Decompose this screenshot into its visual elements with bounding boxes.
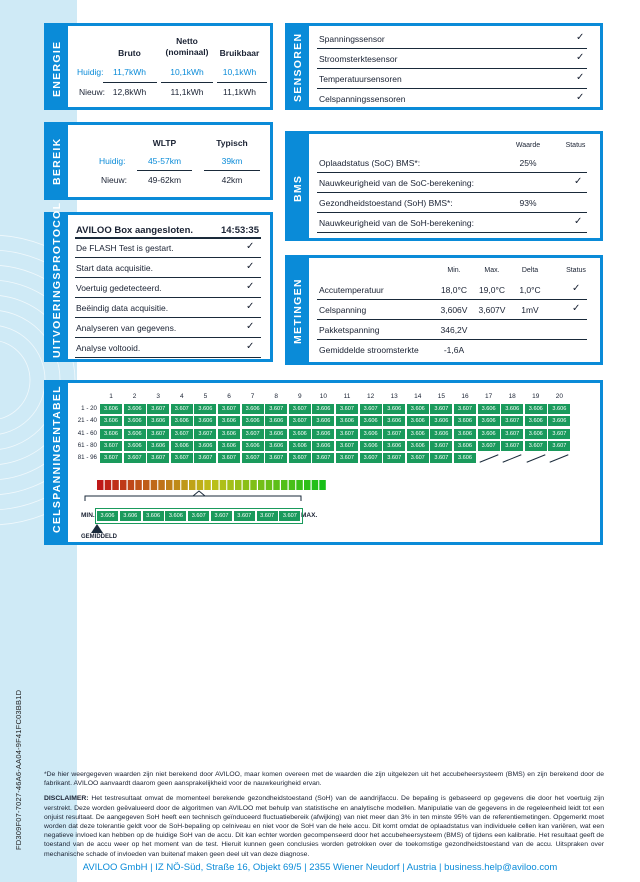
bereik-value: 45-57km xyxy=(147,156,182,166)
footer-country: Austria xyxy=(406,862,437,873)
cell-voltage: 3.606 xyxy=(265,441,287,451)
cell-voltage: 3.607 xyxy=(548,441,570,451)
protocol-header: AVILOO Box aangesloten. xyxy=(76,225,194,236)
energie-tab xyxy=(47,26,68,107)
cell-voltage: 3.607 xyxy=(265,453,287,463)
cell-voltage: 3.606 xyxy=(124,441,146,451)
meting-min: 346,2V xyxy=(440,325,468,335)
celtabel-title: CELSPANNINGENTABEL xyxy=(51,385,63,533)
protocol-tab xyxy=(47,201,68,359)
cell-voltage: 3.607 xyxy=(124,453,146,463)
cell-voltage: 3.607 xyxy=(525,441,547,451)
cell-voltage: 3.607 xyxy=(147,429,169,439)
divider xyxy=(217,82,267,83)
gemiddeld-label: GEMIDDELD xyxy=(81,534,117,540)
row-label: 21 - 40 xyxy=(77,417,97,425)
cell-voltage: 3.607 xyxy=(242,429,264,439)
cell-voltage: 3.607 xyxy=(171,404,193,414)
cell-voltage: 3.606 xyxy=(265,416,287,426)
row-label: 41 - 60 xyxy=(77,429,97,437)
meting-label: Pakketspanning xyxy=(319,325,380,335)
gradient-segment xyxy=(158,480,165,490)
cell-voltage: 3.606 xyxy=(100,429,122,439)
gradient-segment xyxy=(258,480,265,490)
divider xyxy=(161,82,213,83)
cell-voltage: 3.606 xyxy=(265,429,287,439)
cell-voltage: 3.607 xyxy=(383,429,405,439)
cell-voltage: 3.606 xyxy=(242,404,264,414)
divider xyxy=(317,232,587,233)
cell-voltage: 3.606 xyxy=(289,441,311,451)
column-number: 19 xyxy=(532,393,540,400)
col-status: Status xyxy=(566,267,586,274)
gradient-segment xyxy=(151,480,158,490)
meting-label: Accutemperatuur xyxy=(319,285,384,295)
bms-value: 25% xyxy=(519,158,537,168)
col-wltp: WLTP xyxy=(152,138,177,148)
footer-separator: | xyxy=(304,862,307,873)
footer-city: 2355 Wiener Neudorf xyxy=(309,862,400,873)
column-number: 18 xyxy=(508,393,516,400)
column-number: 7 xyxy=(250,393,255,400)
cell-voltage: 3.607 xyxy=(218,453,240,463)
col-typisch: Typisch xyxy=(216,138,248,148)
gradient-segment xyxy=(312,480,319,490)
gradient-segment xyxy=(112,480,119,490)
cell-voltage: 3.607 xyxy=(430,441,452,451)
bereik-value: 49-62km xyxy=(147,175,182,185)
cell-voltage: 3.606 xyxy=(360,441,382,451)
bms-tab xyxy=(288,134,309,238)
cell-voltage: 3.606 xyxy=(242,416,264,426)
divider xyxy=(103,82,157,83)
scale-cell: 3.606 xyxy=(165,511,186,521)
cell-voltage: 3.607 xyxy=(478,441,500,451)
meting-delta: 1mV xyxy=(521,305,539,315)
energie-value: 12,8kWh xyxy=(112,87,147,97)
gradient-segment xyxy=(266,480,273,490)
gradient-segment xyxy=(319,480,326,490)
footer-separator: | xyxy=(439,862,442,873)
row-label: 61 - 80 xyxy=(77,441,97,449)
protocol-step: Beëindig data acquisitie. xyxy=(76,303,169,313)
cell-voltage: 3.606 xyxy=(312,404,334,414)
cell-voltage: 3.607 xyxy=(312,453,334,463)
bereik-value: 39km xyxy=(221,156,243,166)
column-number: 2 xyxy=(132,393,137,400)
meting-min: -1,6A xyxy=(443,345,465,355)
divider xyxy=(317,88,587,89)
cell-voltage: 3.607 xyxy=(336,404,358,414)
cell-voltage: 3.607 xyxy=(171,453,193,463)
cell-voltage: 3.607 xyxy=(194,453,216,463)
cell-voltage: 3.606 xyxy=(430,429,452,439)
column-number: 17 xyxy=(484,393,493,400)
row-label: 81 - 96 xyxy=(77,454,97,462)
cell-voltage: 3.607 xyxy=(501,441,523,451)
column-number: 6 xyxy=(227,393,231,400)
cell-voltage: 3.606 xyxy=(501,404,523,414)
divider xyxy=(75,257,261,258)
cell-voltage: 3.606 xyxy=(312,429,334,439)
cell-voltage: 3.607 xyxy=(501,429,523,439)
cell-voltage: 3.606 xyxy=(312,416,334,426)
bms-panel xyxy=(285,131,603,241)
cell-voltage: 3.606 xyxy=(171,441,193,451)
document-id: FD309F07-7027-46A6-AA04-9F41FC03BB1D xyxy=(14,689,23,850)
metingen-panel xyxy=(285,255,603,365)
cell-voltage: 3.607 xyxy=(360,453,382,463)
cell-voltage: 3.607 xyxy=(336,441,358,451)
protocol-step: Start data acquisitie. xyxy=(76,263,154,273)
cell-voltage: 3.607 xyxy=(289,404,311,414)
scale-cells xyxy=(95,508,303,524)
divider xyxy=(204,170,260,171)
energie-panel xyxy=(44,23,273,110)
column-number: 15 xyxy=(437,393,445,400)
divider xyxy=(137,170,192,171)
gradient-segment xyxy=(143,480,150,490)
scale-cell: 3.607 xyxy=(279,511,300,521)
scale-max-label: MAX. xyxy=(301,512,318,519)
divider xyxy=(75,277,261,278)
cell-voltage: 3.606 xyxy=(478,429,500,439)
cell-voltage: 3.606 xyxy=(525,429,547,439)
cell-voltage: 3.607 xyxy=(383,453,405,463)
check-icon: ✓ xyxy=(246,261,255,272)
cell-voltage: 3.606 xyxy=(218,441,240,451)
scale-bracket xyxy=(83,490,303,502)
scale-cell: 3.606 xyxy=(120,511,141,521)
check-icon: ✓ xyxy=(576,32,585,43)
footer-separator: | xyxy=(402,862,405,873)
column-number: 14 xyxy=(414,393,422,400)
gradient-segment xyxy=(212,480,219,490)
meting-min: 18,0°C xyxy=(440,285,468,295)
cell-voltage: 3.606 xyxy=(336,416,358,426)
cell-voltage: 3.607 xyxy=(147,404,169,414)
cell-voltage: 3.607 xyxy=(454,404,476,414)
gradient-segment xyxy=(135,480,142,490)
gradient-segment xyxy=(120,480,127,490)
cell-voltage: 3.606 xyxy=(548,404,570,414)
cell-voltage: 3.606 xyxy=(407,416,429,426)
check-icon: ✓ xyxy=(572,303,581,314)
col-delta: Delta xyxy=(521,267,539,274)
cell-voltage: 3.607 xyxy=(289,416,311,426)
energie-value: 10,1kWh xyxy=(170,67,204,77)
divider xyxy=(75,297,261,298)
divider xyxy=(317,172,587,173)
row-label: 1 - 20 xyxy=(81,405,97,412)
footer-separator: | xyxy=(150,862,153,873)
scale-cell: 3.606 xyxy=(97,511,118,521)
scale-cell: 3.607 xyxy=(234,511,255,521)
divider xyxy=(317,299,587,300)
scale-cell: 3.607 xyxy=(257,511,278,521)
energie-title: ENERGIE xyxy=(51,40,63,97)
cell-voltage: 3.607 xyxy=(360,404,382,414)
sensor-item: Stroomsterktesensor xyxy=(319,54,398,64)
energie-row-label: Huidig: xyxy=(77,67,104,77)
gradient-segment xyxy=(204,480,211,490)
cell-voltage: 3.606 xyxy=(383,416,405,426)
check-icon: ✓ xyxy=(246,321,255,332)
cell-voltage: 3.606 xyxy=(525,416,547,426)
bereik-row-label: Nieuw: xyxy=(101,175,127,185)
sensor-item: Temperatuursensoren xyxy=(319,74,402,84)
cell-voltage: 3.606 xyxy=(478,404,500,414)
disclaimer-text: Het testresultaat omvat de momenteel berekende gezondheidstoestand (SoH) van de aandrijfaccu. De bepaling is gebaseerd op gegevens die door het voertuig zijn verstrekt. Deze worden geëvalueerd door de algoritmen van AVILOO met behulp van statistische en analytische modellen. Manipulatie van de gegevens in de regeleenheid leidt tot een onjuist resultaat. De aangegeven SoH heeft een technisch geïnduceerd fluctuatiebereik (afwijking) van niet meer dan 3% in ten minste 95% van de referentiemetingen. Opgemerkt moet worden dat deze tolerantie geldt voor de SoH-bepaling op celniveau en niet voor de SoH van de hele accu. Dit komt omdat de oplaadstatus van individuele cellen kan variëren, wat een negatieve invloed kan hebben op de huidige SoH van de accu. Dit kan echter worden gecompenseerd door het accubeheersysteem (BMS) of tijdens een kalibratie. Het resultaat geeft de toestand van de accu weer op het moment van de test. Hieruit kunnen geen conclusies worden getrokken over de toekomstige gezondheidstoestand van de accu. Uitspraken over mechanische schade of invloeden van buitenaf maken geen deel uit van deze diagnose. xyxy=(44,795,605,858)
gradient-segment xyxy=(296,480,303,490)
cell-voltage: 3.607 xyxy=(147,453,169,463)
column-number: 9 xyxy=(297,393,302,400)
gradient-segment xyxy=(174,480,181,490)
cell-voltage: 3.607 xyxy=(336,429,358,439)
cell-voltage: 3.607 xyxy=(194,429,216,439)
cell-voltage: 3.607 xyxy=(430,404,452,414)
empty-cell-slash xyxy=(479,454,498,462)
disclaimer xyxy=(44,794,604,858)
cell-voltage: 3.607 xyxy=(501,416,523,426)
bms-row-label: Oplaadstatus (SoC) BMS*: xyxy=(319,158,421,168)
column-number: 5 xyxy=(203,393,208,400)
bereik-row-label: Huidig: xyxy=(99,156,126,166)
divider xyxy=(75,357,261,358)
gradient-segment xyxy=(250,480,256,490)
bms-row-label: Nauwkeurigheid van de SoC-berekening: xyxy=(319,178,474,188)
divider xyxy=(75,237,261,239)
bms-value: 93% xyxy=(519,198,537,208)
cell-voltage: 3.606 xyxy=(525,404,547,414)
gradient-segment xyxy=(281,480,288,490)
gradient-segment xyxy=(166,480,173,490)
cell-voltage: 3.606 xyxy=(124,429,146,439)
col-netto: Netto (nominaal) xyxy=(165,36,209,57)
cell-voltage: 3.606 xyxy=(454,441,476,451)
bereik-value: 42km xyxy=(221,175,243,185)
protocol-time: 14:53:35 xyxy=(220,225,259,236)
divider xyxy=(317,319,587,320)
column-number: 8 xyxy=(274,393,278,400)
gradient-segment xyxy=(105,480,112,490)
cell-voltage: 3.606 xyxy=(454,416,476,426)
cell-voltage: 3.607 xyxy=(407,453,429,463)
gradient-segment xyxy=(235,480,242,490)
column-number: 13 xyxy=(390,393,398,400)
check-icon: ✓ xyxy=(246,241,255,252)
protocol-step: Analyse voltooid. xyxy=(76,343,141,353)
col-min: Min. xyxy=(447,267,461,274)
cell-voltage: 3.606 xyxy=(171,416,193,426)
scale-min-label: MIN. xyxy=(81,512,95,519)
energie-value: 10,1kWh xyxy=(222,67,257,77)
sensoren-tab xyxy=(288,26,309,107)
cell-voltage: 3.606 xyxy=(454,453,476,463)
column-number: 11 xyxy=(343,393,351,400)
scale-cell: 3.606 xyxy=(143,511,164,521)
cell-voltage: 3.607 xyxy=(548,429,570,439)
divider xyxy=(75,337,261,338)
protocol-step: De FLASH Test is gestart. xyxy=(76,243,174,253)
check-icon: ✓ xyxy=(576,72,585,83)
divider xyxy=(317,212,587,213)
cell-voltage: 3.606 xyxy=(383,404,405,414)
col-bruikbaar: Bruikbaar xyxy=(219,48,260,58)
meting-label: Celspanning xyxy=(319,305,367,315)
check-icon: ✓ xyxy=(576,92,585,103)
cell-voltage: 3.606 xyxy=(100,404,122,414)
cell-voltage: 3.607 xyxy=(218,404,240,414)
protocol-step: Voertuig gedetecteerd. xyxy=(76,283,162,293)
cell-voltage: 3.607 xyxy=(265,404,287,414)
footer-address: IZ NÖ-Süd, Straße 16, Objekt 69/5 xyxy=(155,862,302,873)
energie-value: 11,1kWh xyxy=(170,87,204,97)
bereik-title: BEREIK xyxy=(51,137,63,185)
cell-voltage: 3.607 xyxy=(430,453,452,463)
column-number: 3 xyxy=(156,393,160,400)
column-number: 16 xyxy=(461,393,469,400)
gradient-segment xyxy=(189,480,196,490)
gradient-segment xyxy=(220,480,227,490)
gradient-segment xyxy=(197,480,204,490)
cell-voltage: 3.607 xyxy=(242,453,264,463)
meting-max: 19,0°C xyxy=(478,285,506,295)
cell-voltage: 3.606 xyxy=(407,441,429,451)
footer-company: AVILOO GmbH xyxy=(82,862,148,873)
bereik-tab xyxy=(47,125,68,197)
meting-min: 3,606V xyxy=(440,305,468,315)
column-number: 4 xyxy=(179,393,184,400)
check-icon: ✓ xyxy=(576,52,585,63)
check-icon: ✓ xyxy=(574,216,583,227)
bereik-panel xyxy=(44,122,273,200)
gradient-segment xyxy=(97,480,104,490)
protocol-step: Analyseren van gegevens. xyxy=(76,323,177,333)
col-status: Status xyxy=(565,142,586,149)
bms-row-label: Gezondheidstoestand (SoH) BMS*: xyxy=(319,198,453,208)
cell-voltage: 3.606 xyxy=(478,416,500,426)
cell-voltage: 3.606 xyxy=(100,416,122,426)
cell-voltage: 3.606 xyxy=(218,429,240,439)
average-marker-icon xyxy=(91,524,103,534)
footnote: *De hier weergegeven waarden zijn niet berekend door AVILOO, maar komen overeen met de waarden die zijn uitgelezen uit het accubeheersysteem (BMS) en zijn berekend door de fabrikant. AVILOO aanvaardt daarom geen aansprakelijkheid voor de nauwkeurigheid ervan. xyxy=(44,771,604,788)
cell-voltage: 3.606 xyxy=(124,416,146,426)
gradient-segment xyxy=(243,480,250,490)
cell-voltage: 3.606 xyxy=(147,441,169,451)
divider xyxy=(317,48,587,49)
page-footer xyxy=(0,862,640,873)
col-bruto: Bruto xyxy=(118,48,141,58)
gradient-segment xyxy=(273,480,280,490)
empty-cell-slash xyxy=(550,454,569,462)
column-number: 1 xyxy=(109,393,113,400)
meting-max: 3,607V xyxy=(478,305,506,315)
cell-voltage: 3.607 xyxy=(336,453,358,463)
protocol-panel xyxy=(44,201,273,362)
disclaimer-label: DISCLAIMER: xyxy=(44,795,89,803)
col-max: Max. xyxy=(484,267,500,274)
cell-voltage: 3.606 xyxy=(218,416,240,426)
cell-voltage: 3.607 xyxy=(289,453,311,463)
gradient-segment xyxy=(304,480,311,490)
check-icon: ✓ xyxy=(246,341,255,352)
divider xyxy=(317,192,587,193)
metingen-title: METINGEN xyxy=(292,278,304,344)
energie-value: 11,1kWh xyxy=(223,87,256,97)
gradient-segment xyxy=(289,480,296,490)
cell-voltage: 3.606 xyxy=(407,404,429,414)
cell-voltage: 3.606 xyxy=(194,416,216,426)
celtabel-panel xyxy=(44,380,603,545)
metingen-tab xyxy=(288,258,309,362)
cell-voltage: 3.606 xyxy=(407,429,429,439)
bms-title: BMS xyxy=(292,174,304,202)
cell-voltage: 3.606 xyxy=(454,429,476,439)
scale-cell: 3.607 xyxy=(211,511,232,521)
meting-label: Gemiddelde stroomsterkte xyxy=(319,345,419,355)
cell-voltage: 3.606 xyxy=(147,416,169,426)
footer-email[interactable]: business.help@aviloo.com xyxy=(444,862,558,873)
cell-voltage: 3.607 xyxy=(100,441,122,451)
cell-voltage: 3.607 xyxy=(100,453,122,463)
check-icon: ✓ xyxy=(572,283,581,294)
cell-voltage: 3.606 xyxy=(194,404,216,414)
bms-row-label: Nauwkeurigheid van de SoH-berekening: xyxy=(319,218,474,228)
divider xyxy=(75,317,261,318)
empty-cell-slash xyxy=(503,454,522,462)
column-number: 12 xyxy=(366,393,375,400)
gradient-segment xyxy=(181,480,188,490)
cell-voltage: 3.606 xyxy=(312,441,334,451)
col-waarde: Waarde xyxy=(515,142,541,149)
cell-voltage: 3.606 xyxy=(194,441,216,451)
cell-voltage: 3.606 xyxy=(548,416,570,426)
cell-voltage: 3.606 xyxy=(360,416,382,426)
energie-row-label: Nieuw: xyxy=(79,87,105,97)
cell-voltage: 3.606 xyxy=(360,429,382,439)
energie-value: 11,7kWh xyxy=(113,67,146,77)
divider xyxy=(317,339,587,340)
meting-delta: 1,0°C xyxy=(519,285,541,295)
footnotes xyxy=(44,770,604,859)
cell-voltage: 3.606 xyxy=(289,429,311,439)
sensor-item: Celspanningssensoren xyxy=(319,94,406,104)
empty-cell-slash xyxy=(526,454,545,462)
divider xyxy=(317,68,587,69)
sensoren-title: SENSOREN xyxy=(292,32,304,102)
cell-voltage: 3.606 xyxy=(242,441,264,451)
cell-voltage: 3.606 xyxy=(124,404,146,414)
scale-cell: 3.607 xyxy=(188,511,209,521)
sensoren-panel xyxy=(285,23,603,110)
check-icon: ✓ xyxy=(574,176,583,187)
check-icon: ✓ xyxy=(246,281,255,292)
protocol-title: UITVOERINGSPROTOCOL xyxy=(51,201,63,358)
cell-voltage: 3.607 xyxy=(171,429,193,439)
column-number: 10 xyxy=(319,393,327,400)
gradient-segment xyxy=(227,480,234,490)
cell-voltage: 3.606 xyxy=(430,416,452,426)
check-icon: ✓ xyxy=(246,301,255,312)
gradient-segment xyxy=(128,480,135,490)
cell-voltage: 3.606 xyxy=(383,441,405,451)
column-number: 20 xyxy=(555,393,563,400)
sensor-item: Spanningssensor xyxy=(319,34,385,44)
